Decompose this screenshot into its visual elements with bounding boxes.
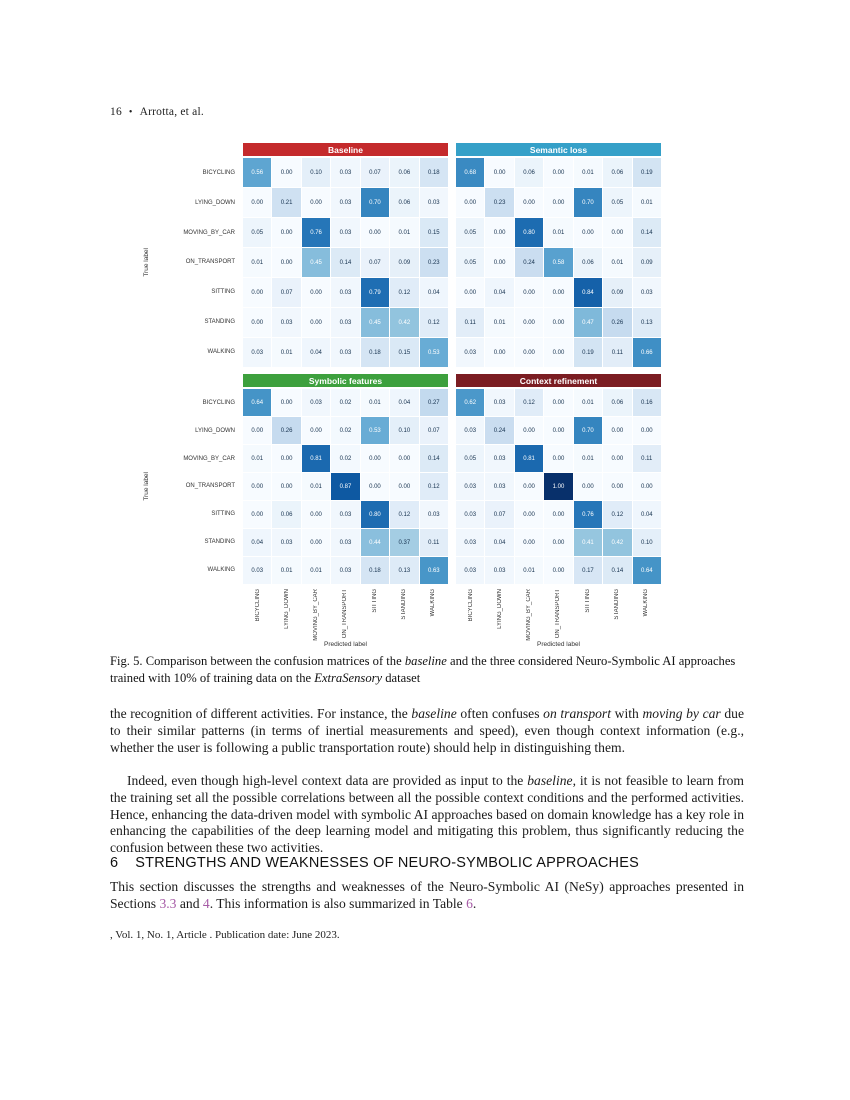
x-tick-label: MOVING_BY_CAR (313, 589, 320, 641)
matrix-cell: 0.41 (574, 529, 602, 556)
matrix-cell: 0.01 (390, 218, 418, 247)
matrix-cell: 0.56 (243, 158, 271, 187)
text-segment: dataset (382, 671, 421, 686)
matrix-cell: 0.01 (243, 248, 271, 277)
y-axis-title-bottom: True label (142, 472, 150, 501)
matrix-cell: 0.00 (603, 218, 631, 247)
matrix-cell: 0.04 (302, 338, 330, 367)
matrix-cell: 0.19 (633, 158, 661, 187)
matrix-cell: 0.00 (243, 278, 271, 307)
matrix-cell: 0.03 (243, 557, 271, 584)
matrix-cell: 0.01 (633, 188, 661, 217)
matrix-cell: 0.00 (603, 473, 631, 500)
matrix-cell: 0.01 (574, 389, 602, 416)
italic-text: ExtraSensory (314, 671, 383, 686)
matrix-cell: 0.47 (574, 308, 602, 337)
matrix-title-semantic-loss: Semantic loss (456, 143, 661, 156)
matrix-cell: 0.70 (361, 188, 389, 217)
italic-text: baseline (411, 706, 457, 721)
text-segment: due to their similar patterns (in terms of inertial measurements and speed), even though context information (e.g., whether the user is following a public transportation route) should help in distinguishing them. (110, 706, 744, 755)
section-heading (110, 855, 744, 871)
matrix-cell: 0.10 (302, 158, 330, 187)
matrix-cell: 0.00 (302, 278, 330, 307)
matrix-cell: 0.87 (331, 473, 359, 500)
italic-text: baseline (404, 654, 447, 668)
matrix-cell: 0.84 (574, 278, 602, 307)
matrix-cell: 0.00 (361, 473, 389, 500)
matrix-title-symbolic-features: Symbolic features (243, 374, 448, 387)
matrix-cell: 0.03 (272, 308, 300, 337)
running-head-authors: Arrotta, et al. (139, 106, 204, 118)
matrix-cell: 0.07 (361, 248, 389, 277)
matrix-cell: 0.00 (456, 278, 484, 307)
matrix-cell: 0.05 (603, 188, 631, 217)
matrix-cell: 0.42 (390, 308, 418, 337)
matrix-title-baseline: Baseline (243, 143, 448, 156)
matrix-cell: 0.00 (515, 278, 543, 307)
matrix-cell: 0.27 (420, 389, 448, 416)
body-paragraph-2 (110, 773, 744, 857)
section-number: 6 (110, 855, 119, 871)
x-tick-label: WALKING (430, 589, 437, 617)
cross-reference-link[interactable]: 4 (202, 895, 210, 911)
y-tick-label: WALKING (207, 567, 235, 574)
x-tick-label: SITTING (371, 589, 378, 613)
running-head (110, 106, 204, 118)
matrix-cell: 0.03 (456, 417, 484, 444)
matrix-cell: 0.00 (574, 473, 602, 500)
x-tick-label: ON_TRANSPORT (342, 589, 349, 639)
matrix-cell: 0.00 (515, 308, 543, 337)
matrix-cell: 0.07 (361, 158, 389, 187)
matrix-cell: 0.01 (361, 389, 389, 416)
matrix-cell: 0.12 (515, 389, 543, 416)
matrix-cell: 0.03 (331, 158, 359, 187)
matrix-cell: 0.64 (243, 389, 271, 416)
matrix-cell: 0.03 (243, 338, 271, 367)
matrix-cell: 0.03 (456, 501, 484, 528)
matrix-cell: 0.03 (331, 338, 359, 367)
text-segment: with (611, 706, 643, 721)
y-tick-label: STANDING (204, 319, 235, 326)
matrix-cell: 0.45 (302, 248, 330, 277)
matrix-cell: 0.58 (544, 248, 572, 277)
matrix-cell: 0.00 (544, 557, 572, 584)
matrix-title-context-refinement: Context refinement (456, 374, 661, 387)
matrix-cell: 0.00 (485, 338, 513, 367)
matrix-cell: 0.06 (603, 158, 631, 187)
matrix-cell: 0.06 (603, 389, 631, 416)
matrix-cell: 0.10 (633, 529, 661, 556)
matrix-cell: 0.23 (420, 248, 448, 277)
bullet-separator: • (128, 107, 133, 118)
matrix-cell: 0.00 (302, 417, 330, 444)
matrix-cell: 0.00 (515, 473, 543, 500)
matrix-cell: 0.00 (390, 473, 418, 500)
matrix-cell: 0.05 (456, 445, 484, 472)
text-segment: the recognition of different activities. For instance, the (110, 706, 412, 721)
cross-reference-link[interactable]: 6 (466, 895, 473, 911)
matrix-cell: 0.81 (302, 445, 330, 472)
matrix-cell: 0.01 (574, 445, 602, 472)
matrix-cell: 0.11 (456, 308, 484, 337)
matrix-cell: 0.03 (633, 278, 661, 307)
y-tick-label: MOVING_BY_CAR (183, 455, 235, 462)
matrix-cell: 0.00 (243, 188, 271, 217)
matrix-cell: 0.03 (331, 501, 359, 528)
matrix-cell: 0.00 (485, 218, 513, 247)
matrix-cell: 0.64 (633, 557, 661, 584)
matrix-cell: 0.00 (390, 445, 418, 472)
y-axis-labels-bottom (154, 389, 240, 584)
confusion-matrix-baseline (243, 158, 448, 367)
x-tick-label: LYING_DOWN (496, 589, 503, 629)
matrix-cell: 0.00 (544, 529, 572, 556)
matrix-cell: 0.00 (544, 308, 572, 337)
text-segment: and the three considered Neuro-Symbolic AI approaches trained with 10% of training data on the (110, 654, 736, 686)
matrix-cell: 0.24 (485, 417, 513, 444)
y-axis-labels-top (154, 158, 240, 367)
confusion-matrix-context-refinement (456, 389, 661, 584)
matrix-cell: 0.00 (243, 417, 271, 444)
matrix-cell: 0.37 (390, 529, 418, 556)
matrix-cell: 0.09 (633, 248, 661, 277)
matrix-cell: 0.01 (515, 557, 543, 584)
matrix-cell: 0.09 (603, 278, 631, 307)
matrix-cell: 0.00 (243, 473, 271, 500)
figure-caption (110, 653, 744, 688)
confusion-matrix-symbolic-features (243, 389, 448, 584)
x-tick-label: BICYCLING (254, 589, 261, 622)
matrix-cell: 0.00 (544, 417, 572, 444)
matrix-cell: 0.01 (243, 445, 271, 472)
matrix-cell: 0.03 (456, 338, 484, 367)
y-tick-label: MOVING_BY_CAR (183, 229, 235, 236)
matrix-cell: 0.00 (243, 308, 271, 337)
y-tick-label: SITTING (211, 289, 235, 296)
italic-text: on transport (543, 706, 612, 721)
matrix-cell: 0.01 (272, 557, 300, 584)
matrix-cell: 0.18 (420, 158, 448, 187)
section-title: STRENGTHS AND WEAKNESSES OF NEURO-SYMBOLIC APPROACHES (135, 855, 639, 871)
x-axis-labels-right (456, 589, 661, 641)
matrix-cell: 0.02 (331, 417, 359, 444)
matrix-cell: 0.00 (456, 188, 484, 217)
matrix-cell: 0.53 (361, 417, 389, 444)
matrix-cell: 0.00 (515, 188, 543, 217)
matrix-cell: 0.00 (633, 473, 661, 500)
matrix-cell: 0.23 (485, 188, 513, 217)
x-tick-label: ON_TRANSPORT (555, 589, 562, 639)
matrix-cell: 0.42 (603, 529, 631, 556)
matrix-cell: 0.11 (420, 529, 448, 556)
matrix-cell: 0.12 (390, 278, 418, 307)
matrix-cell: 0.45 (361, 308, 389, 337)
matrix-cell: 0.07 (272, 278, 300, 307)
x-tick-label: STANDING (614, 589, 621, 620)
matrix-cell: 0.03 (485, 389, 513, 416)
matrix-cell: 0.13 (390, 557, 418, 584)
x-axis-labels-left (243, 589, 448, 641)
matrix-cell: 0.03 (331, 529, 359, 556)
matrix-cell: 0.00 (544, 338, 572, 367)
matrix-cell: 0.00 (302, 188, 330, 217)
publication-footer: , Vol. 1, No. 1, Article . Publication date: June 2023. (110, 929, 340, 941)
matrix-cell: 1.00 (544, 473, 572, 500)
matrix-cell: 0.00 (544, 188, 572, 217)
matrix-cell: 0.04 (485, 278, 513, 307)
matrix-cell: 0.03 (485, 445, 513, 472)
matrix-cell: 0.06 (390, 158, 418, 187)
matrix-cell: 0.04 (420, 278, 448, 307)
matrix-cell: 0.13 (633, 308, 661, 337)
italic-text: moving by car (642, 706, 721, 721)
matrix-cell: 0.00 (302, 529, 330, 556)
matrix-cell: 0.09 (390, 248, 418, 277)
matrix-cell: 0.12 (603, 501, 631, 528)
matrix-cell: 0.06 (515, 158, 543, 187)
matrix-cell: 0.53 (420, 338, 448, 367)
matrix-cell: 0.00 (361, 218, 389, 247)
matrix-cell: 0.00 (272, 445, 300, 472)
matrix-cell: 0.01 (574, 158, 602, 187)
matrix-cell: 0.04 (243, 529, 271, 556)
matrix-cell: 0.00 (302, 501, 330, 528)
matrix-cell: 0.01 (544, 218, 572, 247)
matrix-cell: 0.06 (390, 188, 418, 217)
matrix-cell: 0.14 (633, 218, 661, 247)
matrix-cell: 0.00 (515, 338, 543, 367)
matrix-cell: 0.15 (390, 338, 418, 367)
matrix-cell: 0.17 (574, 557, 602, 584)
text-segment: . This information is also summarized in Table (209, 895, 467, 911)
x-tick-label: MOVING_BY_CAR (526, 589, 533, 641)
text-segment: , it is not feasible to learn from the training set all the possible correlations between all the possible context conditions and the performed activities. Hence, enhancing the data-driven model with symbolic AI approaches based on domain knowledge has a key role in enhancing the capabilities of the deep learning model and mitigating this problem, thus significantly reducing the confusion between these two activities. (110, 773, 744, 856)
x-tick-label: WALKING (643, 589, 650, 617)
y-tick-label: SITTING (211, 511, 235, 518)
matrix-cell: 0.18 (361, 338, 389, 367)
matrix-cell: 0.03 (420, 188, 448, 217)
matrix-cell: 0.76 (302, 218, 330, 247)
matrix-cell: 0.00 (515, 417, 543, 444)
page-number: 16 (110, 106, 122, 118)
matrix-cell: 0.01 (272, 338, 300, 367)
matrix-cell: 0.11 (633, 445, 661, 472)
text-segment: This section discusses the strengths and weaknesses of the Neuro-Symbolic AI (NeSy) approaches presented in Sections (110, 879, 744, 911)
matrix-cell: 0.03 (456, 529, 484, 556)
matrix-cell: 0.00 (603, 445, 631, 472)
matrix-cell: 0.05 (456, 248, 484, 277)
text-segment: Fig. 5. Comparison between the confusion matrices of the (110, 654, 405, 668)
matrix-cell: 0.03 (331, 557, 359, 584)
matrix-cell: 0.03 (331, 218, 359, 247)
matrix-cell: 0.07 (420, 417, 448, 444)
matrix-cell: 0.00 (272, 158, 300, 187)
matrix-cell: 0.01 (603, 248, 631, 277)
matrix-cell: 0.05 (456, 218, 484, 247)
matrix-cell: 0.03 (456, 557, 484, 584)
matrix-cell: 0.66 (633, 338, 661, 367)
matrix-cell: 0.02 (331, 445, 359, 472)
confusion-matrix-semantic-loss (456, 158, 661, 367)
matrix-cell: 0.00 (544, 278, 572, 307)
matrix-cell: 0.00 (485, 248, 513, 277)
section-paragraph (110, 879, 744, 913)
matrix-cell: 0.18 (361, 557, 389, 584)
x-tick-label: SITTING (584, 589, 591, 613)
matrix-cell: 0.06 (574, 248, 602, 277)
matrix-cell: 0.00 (633, 417, 661, 444)
y-tick-label: BICYCLING (202, 169, 235, 176)
text-segment: . (472, 895, 477, 911)
matrix-cell: 0.03 (485, 557, 513, 584)
matrix-cell: 0.00 (544, 501, 572, 528)
matrix-cell: 0.26 (272, 417, 300, 444)
matrix-cell: 0.00 (361, 445, 389, 472)
text-segment: often confuses (456, 706, 544, 721)
matrix-cell: 0.00 (272, 218, 300, 247)
y-tick-label: ON_TRANSPORT (185, 483, 235, 490)
x-axis-title-right: Predicted label (537, 641, 580, 648)
matrix-cell: 0.05 (243, 218, 271, 247)
matrix-cell: 0.01 (302, 557, 330, 584)
matrix-cell: 0.03 (331, 188, 359, 217)
matrix-cell: 0.00 (272, 389, 300, 416)
matrix-cell: 0.14 (420, 445, 448, 472)
x-axis-title-left: Predicted label (324, 641, 367, 648)
matrix-cell: 0.80 (361, 501, 389, 528)
matrix-cell: 0.12 (420, 473, 448, 500)
matrix-cell: 0.70 (574, 417, 602, 444)
x-tick-label: BICYCLING (467, 589, 474, 622)
text-segment: Indeed, even though high-level context data are provided as input to the (127, 773, 528, 788)
matrix-cell: 0.44 (361, 529, 389, 556)
matrix-cell: 0.26 (603, 308, 631, 337)
matrix-cell: 0.15 (420, 218, 448, 247)
body-paragraph-1 (110, 706, 744, 756)
y-tick-label: ON_TRANSPORT (185, 259, 235, 266)
italic-text: baseline (527, 773, 573, 788)
y-tick-label: LYING_DOWN (195, 199, 235, 206)
matrix-cell: 0.12 (390, 501, 418, 528)
matrix-cell: 0.03 (485, 473, 513, 500)
matrix-cell: 0.19 (574, 338, 602, 367)
matrix-cell: 0.76 (574, 501, 602, 528)
x-tick-label: LYING_DOWN (283, 589, 290, 629)
matrix-cell: 0.03 (302, 389, 330, 416)
matrix-cell: 0.00 (515, 529, 543, 556)
matrix-cell: 0.14 (331, 248, 359, 277)
y-axis-title-top: True label (142, 248, 150, 277)
matrix-cell: 0.16 (633, 389, 661, 416)
text-segment: and (176, 895, 203, 911)
matrix-cell: 0.79 (361, 278, 389, 307)
matrix-cell: 0.81 (515, 445, 543, 472)
matrix-cell: 0.06 (272, 501, 300, 528)
matrix-cell: 0.62 (456, 389, 484, 416)
matrix-cell: 0.03 (331, 278, 359, 307)
matrix-cell: 0.00 (544, 445, 572, 472)
matrix-cell: 0.11 (603, 338, 631, 367)
matrix-cell: 0.80 (515, 218, 543, 247)
matrix-cell: 0.04 (633, 501, 661, 528)
matrix-cell: 0.00 (544, 389, 572, 416)
matrix-cell: 0.07 (485, 501, 513, 528)
matrix-cell: 0.00 (574, 218, 602, 247)
x-tick-label: STANDING (401, 589, 408, 620)
y-tick-label: LYING_DOWN (195, 427, 235, 434)
matrix-cell: 0.12 (420, 308, 448, 337)
cross-reference-link[interactable]: 3.3 (159, 895, 177, 911)
y-tick-label: WALKING (207, 349, 235, 356)
matrix-cell: 0.10 (390, 417, 418, 444)
y-tick-label: BICYCLING (202, 399, 235, 406)
matrix-cell: 0.00 (243, 501, 271, 528)
matrix-cell: 0.00 (603, 417, 631, 444)
matrix-cell: 0.68 (456, 158, 484, 187)
matrix-cell: 0.04 (390, 389, 418, 416)
matrix-cell: 0.00 (272, 473, 300, 500)
matrix-cell: 0.70 (574, 188, 602, 217)
matrix-cell: 0.03 (420, 501, 448, 528)
matrix-cell: 0.02 (331, 389, 359, 416)
matrix-cell: 0.14 (603, 557, 631, 584)
matrix-cell: 0.63 (420, 557, 448, 584)
matrix-cell: 0.01 (485, 308, 513, 337)
matrix-cell: 0.00 (272, 248, 300, 277)
matrix-cell: 0.00 (302, 308, 330, 337)
matrix-cell: 0.03 (272, 529, 300, 556)
matrix-cell: 0.21 (272, 188, 300, 217)
matrix-cell: 0.00 (544, 158, 572, 187)
matrix-cell: 0.04 (485, 529, 513, 556)
matrix-cell: 0.03 (456, 473, 484, 500)
matrix-cell: 0.24 (515, 248, 543, 277)
matrix-cell: 0.00 (485, 158, 513, 187)
matrix-cell: 0.03 (331, 308, 359, 337)
y-tick-label: STANDING (204, 539, 235, 546)
matrix-cell: 0.01 (302, 473, 330, 500)
matrix-cell: 0.00 (515, 501, 543, 528)
